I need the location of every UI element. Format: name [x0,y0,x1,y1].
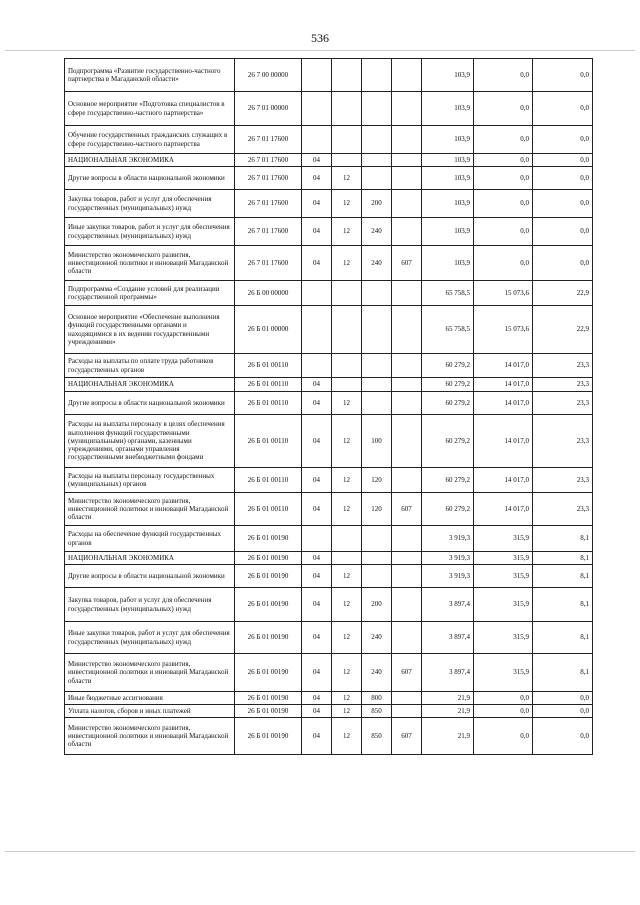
table-row [65,167,593,190]
row-amount-plan: 3 897,4 [422,588,474,622]
row-target-article: 26 7 01 17600 [235,246,302,281]
row-amount-actual: 0,0 [474,718,533,755]
table-row [65,354,593,378]
row-percent: 8,1 [533,565,593,588]
row-amount-plan: 60 279,2 [422,378,474,392]
row-expense-type [362,552,392,565]
row-subsection: 12 [332,654,362,692]
row-amount-actual: 15 073,6 [474,306,533,354]
row-amount-plan: 21,9 [422,692,474,705]
row-name: Уплата налогов, сборов и иных платежей [65,705,235,718]
table-row [65,281,593,306]
row-ministry-code [392,154,422,167]
row-percent: 23,3 [533,378,593,392]
row-name: Подпрограмма «Развитие государственно-частного партнерства в Магаданской области» [65,59,235,92]
row-ministry-code: 607 [392,246,422,281]
row-expense-type [362,167,392,190]
row-amount-actual: 14 017,0 [474,354,533,378]
row-name: Другие вопросы в области национальной экономики [65,167,235,190]
row-target-article: 26 Б 01 00190 [235,718,302,755]
row-ministry-code [392,218,422,246]
row-amount-actual: 0,0 [474,154,533,167]
table-row [65,154,593,167]
row-expense-type: 240 [362,218,392,246]
row-amount-plan: 103,9 [422,92,474,126]
row-percent: 0,0 [533,167,593,190]
row-subsection [332,354,362,378]
row-amount-actual: 14 017,0 [474,378,533,392]
row-amount-plan: 3 919,3 [422,552,474,565]
row-percent: 8,1 [533,526,593,552]
row-percent: 8,1 [533,588,593,622]
row-expense-type: 200 [362,588,392,622]
row-amount-actual: 315,9 [474,565,533,588]
row-subsection: 12 [332,468,362,493]
row-expense-type [362,354,392,378]
row-target-article: 26 7 01 17600 [235,167,302,190]
row-subsection [332,281,362,306]
table-row [65,218,593,246]
row-expense-type [362,126,392,154]
row-ministry-code [392,415,422,468]
row-section: 04 [302,218,332,246]
row-amount-plan: 3 897,4 [422,654,474,692]
row-subsection [332,378,362,392]
row-name: Другие вопросы в области национальной экономики [65,392,235,415]
row-section: 04 [302,718,332,755]
table-row [65,392,593,415]
row-amount-actual: 0,0 [474,218,533,246]
row-amount-plan: 60 279,2 [422,392,474,415]
row-subsection: 12 [332,493,362,526]
row-ministry-code [392,306,422,354]
table-row [65,468,593,493]
row-percent: 0,0 [533,246,593,281]
row-amount-plan: 65 758,5 [422,306,474,354]
row-ministry-code: 607 [392,654,422,692]
row-percent: 23,3 [533,392,593,415]
table-row [65,306,593,354]
row-amount-actual: 0,0 [474,59,533,92]
row-amount-plan: 103,9 [422,154,474,167]
row-subsection [332,552,362,565]
row-subsection: 12 [332,190,362,218]
row-section: 04 [302,415,332,468]
row-subsection: 12 [332,705,362,718]
table-row [65,378,593,392]
row-amount-actual: 315,9 [474,552,533,565]
row-name: Расходы на выплаты персоналу в целях обеспечения выполнения функций государственными (муниципальными) органами, казенными учреждениями, органами управления государственными внебюджетными фондами [65,415,235,468]
table-row [65,552,593,565]
row-name: НАЦИОНАЛЬНАЯ ЭКОНОМИКА [65,552,235,565]
row-percent: 0,0 [533,190,593,218]
row-amount-actual: 0,0 [474,246,533,281]
row-section: 04 [302,692,332,705]
row-subsection: 12 [332,588,362,622]
row-name: Основное мероприятие «Обеспечение выполнения функций государственными органами и находящимися в их ведении государственными учреждениями» [65,306,235,354]
row-percent: 23,3 [533,493,593,526]
row-target-article: 26 Б 01 00110 [235,468,302,493]
row-amount-actual: 0,0 [474,705,533,718]
row-name: НАЦИОНАЛЬНАЯ ЭКОНОМИКА [65,154,235,167]
row-percent: 0,0 [533,154,593,167]
row-ministry-code [392,126,422,154]
row-name: Закупка товаров, работ и услуг для обеспечения государственных (муниципальных) нужд [65,190,235,218]
row-percent: 23,3 [533,415,593,468]
row-section [302,526,332,552]
row-amount-actual: 14 017,0 [474,493,533,526]
row-target-article: 26 7 01 17600 [235,154,302,167]
row-percent: 0,0 [533,705,593,718]
row-expense-type: 850 [362,718,392,755]
row-expense-type: 240 [362,654,392,692]
row-section: 04 [302,392,332,415]
row-amount-actual: 15 073,6 [474,281,533,306]
table-row [65,565,593,588]
row-percent: 8,1 [533,552,593,565]
table-row [65,59,593,92]
row-expense-type [362,281,392,306]
row-expense-type [362,59,392,92]
row-name: Расходы на выплаты персоналу государственных (муниципальных) органов [65,468,235,493]
row-ministry-code [392,622,422,654]
table-row [65,654,593,692]
row-subsection: 12 [332,167,362,190]
scan-artifact-line [5,851,635,852]
row-target-article: 26 Б 00 00000 [235,281,302,306]
row-name: Расходы на выплаты по оплате труда работников государственных органов [65,354,235,378]
row-amount-actual: 14 017,0 [474,468,533,493]
table-row [65,92,593,126]
row-amount-plan: 3 919,3 [422,526,474,552]
scan-artifact-line [5,50,635,51]
row-target-article: 26 Б 01 00190 [235,565,302,588]
row-percent: 0,0 [533,126,593,154]
row-expense-type [362,378,392,392]
row-expense-type [362,526,392,552]
row-name: Иные закупки товаров, работ и услуг для обеспечения государственных (муниципальных) нужд [65,218,235,246]
row-expense-type [362,92,392,126]
row-name: Основное мероприятие «Подготовка специалистов в сфере государственно-частного партнерства» [65,92,235,126]
row-expense-type [362,392,392,415]
row-section [302,92,332,126]
row-name: Иные бюджетные ассигнования [65,692,235,705]
row-subsection [332,92,362,126]
row-target-article: 26 7 01 00000 [235,92,302,126]
row-percent: 22,9 [533,306,593,354]
row-ministry-code [392,378,422,392]
row-expense-type: 800 [362,692,392,705]
row-amount-plan: 60 279,2 [422,354,474,378]
row-target-article: 26 7 01 17600 [235,190,302,218]
page-number: 536 [311,31,329,45]
row-expense-type: 120 [362,468,392,493]
row-name: Министерство экономического развития, инвестиционной политики и инноваций Магаданской области [65,654,235,692]
table-row [65,718,593,755]
row-section [302,59,332,92]
row-percent: 23,3 [533,468,593,493]
row-target-article: 26 Б 01 00110 [235,378,302,392]
row-ministry-code [392,552,422,565]
table-row [65,493,593,526]
row-amount-actual: 14 017,0 [474,392,533,415]
row-name: Закупка товаров, работ и услуг для обеспечения государственных (муниципальных) нужд [65,588,235,622]
row-percent: 0,0 [533,218,593,246]
row-ministry-code: 607 [392,493,422,526]
table-row [65,126,593,154]
row-target-article: 26 Б 01 00190 [235,526,302,552]
table-row [65,588,593,622]
row-ministry-code [392,92,422,126]
budget-table [64,58,593,755]
row-subsection: 12 [332,246,362,281]
row-name: Министерство экономического развития, инвестиционной политики и инноваций Магаданской области [65,493,235,526]
row-amount-plan: 60 279,2 [422,415,474,468]
row-name: НАЦИОНАЛЬНАЯ ЭКОНОМИКА [65,378,235,392]
row-section: 04 [302,468,332,493]
row-amount-actual: 315,9 [474,622,533,654]
row-subsection: 12 [332,415,362,468]
row-subsection: 12 [332,392,362,415]
row-expense-type: 200 [362,190,392,218]
row-amount-plan: 103,9 [422,126,474,154]
table-row [65,526,593,552]
row-amount-actual: 14 017,0 [474,415,533,468]
row-name: Министерство экономического развития, инвестиционной политики и инноваций Магаданской области [65,246,235,281]
row-section [302,354,332,378]
row-section: 04 [302,565,332,588]
row-amount-actual: 315,9 [474,526,533,552]
budget-table-wrapper [64,58,593,755]
row-target-article: 26 Б 01 00190 [235,552,302,565]
row-ministry-code [392,705,422,718]
row-section: 04 [302,588,332,622]
row-amount-plan: 3 897,4 [422,622,474,654]
row-ministry-code [392,354,422,378]
row-name: Иные закупки товаров, работ и услуг для обеспечения государственных (муниципальных) нужд [65,622,235,654]
row-expense-type [362,154,392,167]
row-name: Обучение государственных гражданских служащих в сфере государственно-частного партнерства [65,126,235,154]
row-target-article: 26 Б 01 00110 [235,392,302,415]
row-amount-plan: 60 279,2 [422,493,474,526]
row-amount-actual: 0,0 [474,126,533,154]
row-name: Министерство экономического развития, инвестиционной политики и инноваций Магаданской области [65,718,235,755]
table-row [65,705,593,718]
row-target-article: 26 Б 01 00110 [235,354,302,378]
row-section: 04 [302,493,332,526]
row-expense-type: 100 [362,415,392,468]
row-subsection [332,59,362,92]
row-target-article: 26 Б 01 00190 [235,588,302,622]
row-target-article: 26 Б 01 00190 [235,622,302,654]
row-amount-plan: 103,9 [422,190,474,218]
row-section: 04 [302,190,332,218]
row-subsection [332,126,362,154]
table-row [65,190,593,218]
row-subsection [332,526,362,552]
row-amount-actual: 0,0 [474,92,533,126]
row-ministry-code [392,167,422,190]
row-amount-plan: 65 758,5 [422,281,474,306]
table-row [65,692,593,705]
row-ministry-code [392,392,422,415]
row-ministry-code [392,692,422,705]
row-amount-plan: 60 279,2 [422,468,474,493]
row-section: 04 [302,154,332,167]
row-section: 04 [302,622,332,654]
row-amount-actual: 0,0 [474,692,533,705]
row-target-article: 26 Б 01 00190 [235,705,302,718]
row-subsection [332,306,362,354]
row-expense-type [362,306,392,354]
row-subsection: 12 [332,718,362,755]
row-section: 04 [302,654,332,692]
row-section [302,281,332,306]
row-subsection: 12 [332,565,362,588]
row-name: Расходы на обеспечение функций государственных органов [65,526,235,552]
row-amount-actual: 315,9 [474,588,533,622]
row-subsection: 12 [332,218,362,246]
row-ministry-code [392,468,422,493]
row-amount-plan: 103,9 [422,218,474,246]
row-percent: 0,0 [533,59,593,92]
row-percent: 8,1 [533,622,593,654]
table-row [65,415,593,468]
row-name: Подпрограмма «Создание условий для реализации государственной программы» [65,281,235,306]
row-target-article: 26 7 01 17600 [235,126,302,154]
row-expense-type: 240 [362,622,392,654]
row-amount-plan: 3 919,3 [422,565,474,588]
row-amount-plan: 21,9 [422,705,474,718]
row-target-article: 26 7 00 00000 [235,59,302,92]
row-section: 04 [302,246,332,281]
row-expense-type [362,565,392,588]
row-ministry-code [392,190,422,218]
row-expense-type: 240 [362,246,392,281]
row-subsection: 12 [332,622,362,654]
row-percent: 8,1 [533,654,593,692]
row-ministry-code [392,588,422,622]
row-target-article: 26 Б 01 00190 [235,654,302,692]
row-percent: 0,0 [533,692,593,705]
row-section: 04 [302,167,332,190]
row-amount-actual: 0,0 [474,167,533,190]
row-percent: 0,0 [533,92,593,126]
row-percent: 23,3 [533,354,593,378]
table-row [65,246,593,281]
row-section [302,306,332,354]
row-target-article: 26 Б 01 00110 [235,415,302,468]
row-percent: 0,0 [533,718,593,755]
row-expense-type: 120 [362,493,392,526]
row-section: 04 [302,552,332,565]
row-amount-plan: 103,9 [422,59,474,92]
row-ministry-code [392,59,422,92]
row-amount-plan: 103,9 [422,167,474,190]
row-percent: 22,9 [533,281,593,306]
row-target-article: 26 Б 01 00190 [235,692,302,705]
row-section [302,126,332,154]
table-row [65,622,593,654]
row-target-article: 26 Б 01 00000 [235,306,302,354]
row-amount-plan: 21,9 [422,718,474,755]
row-section: 04 [302,378,332,392]
row-ministry-code: 607 [392,718,422,755]
row-section: 04 [302,705,332,718]
row-amount-plan: 103,9 [422,246,474,281]
row-target-article: 26 7 01 17600 [235,218,302,246]
row-ministry-code [392,281,422,306]
row-target-article: 26 Б 01 00110 [235,493,302,526]
row-expense-type: 850 [362,705,392,718]
row-amount-actual: 315,9 [474,654,533,692]
row-ministry-code [392,526,422,552]
row-subsection: 12 [332,692,362,705]
row-name: Другие вопросы в области национальной экономики [65,565,235,588]
row-subsection [332,154,362,167]
row-ministry-code [392,565,422,588]
row-amount-actual: 0,0 [474,190,533,218]
